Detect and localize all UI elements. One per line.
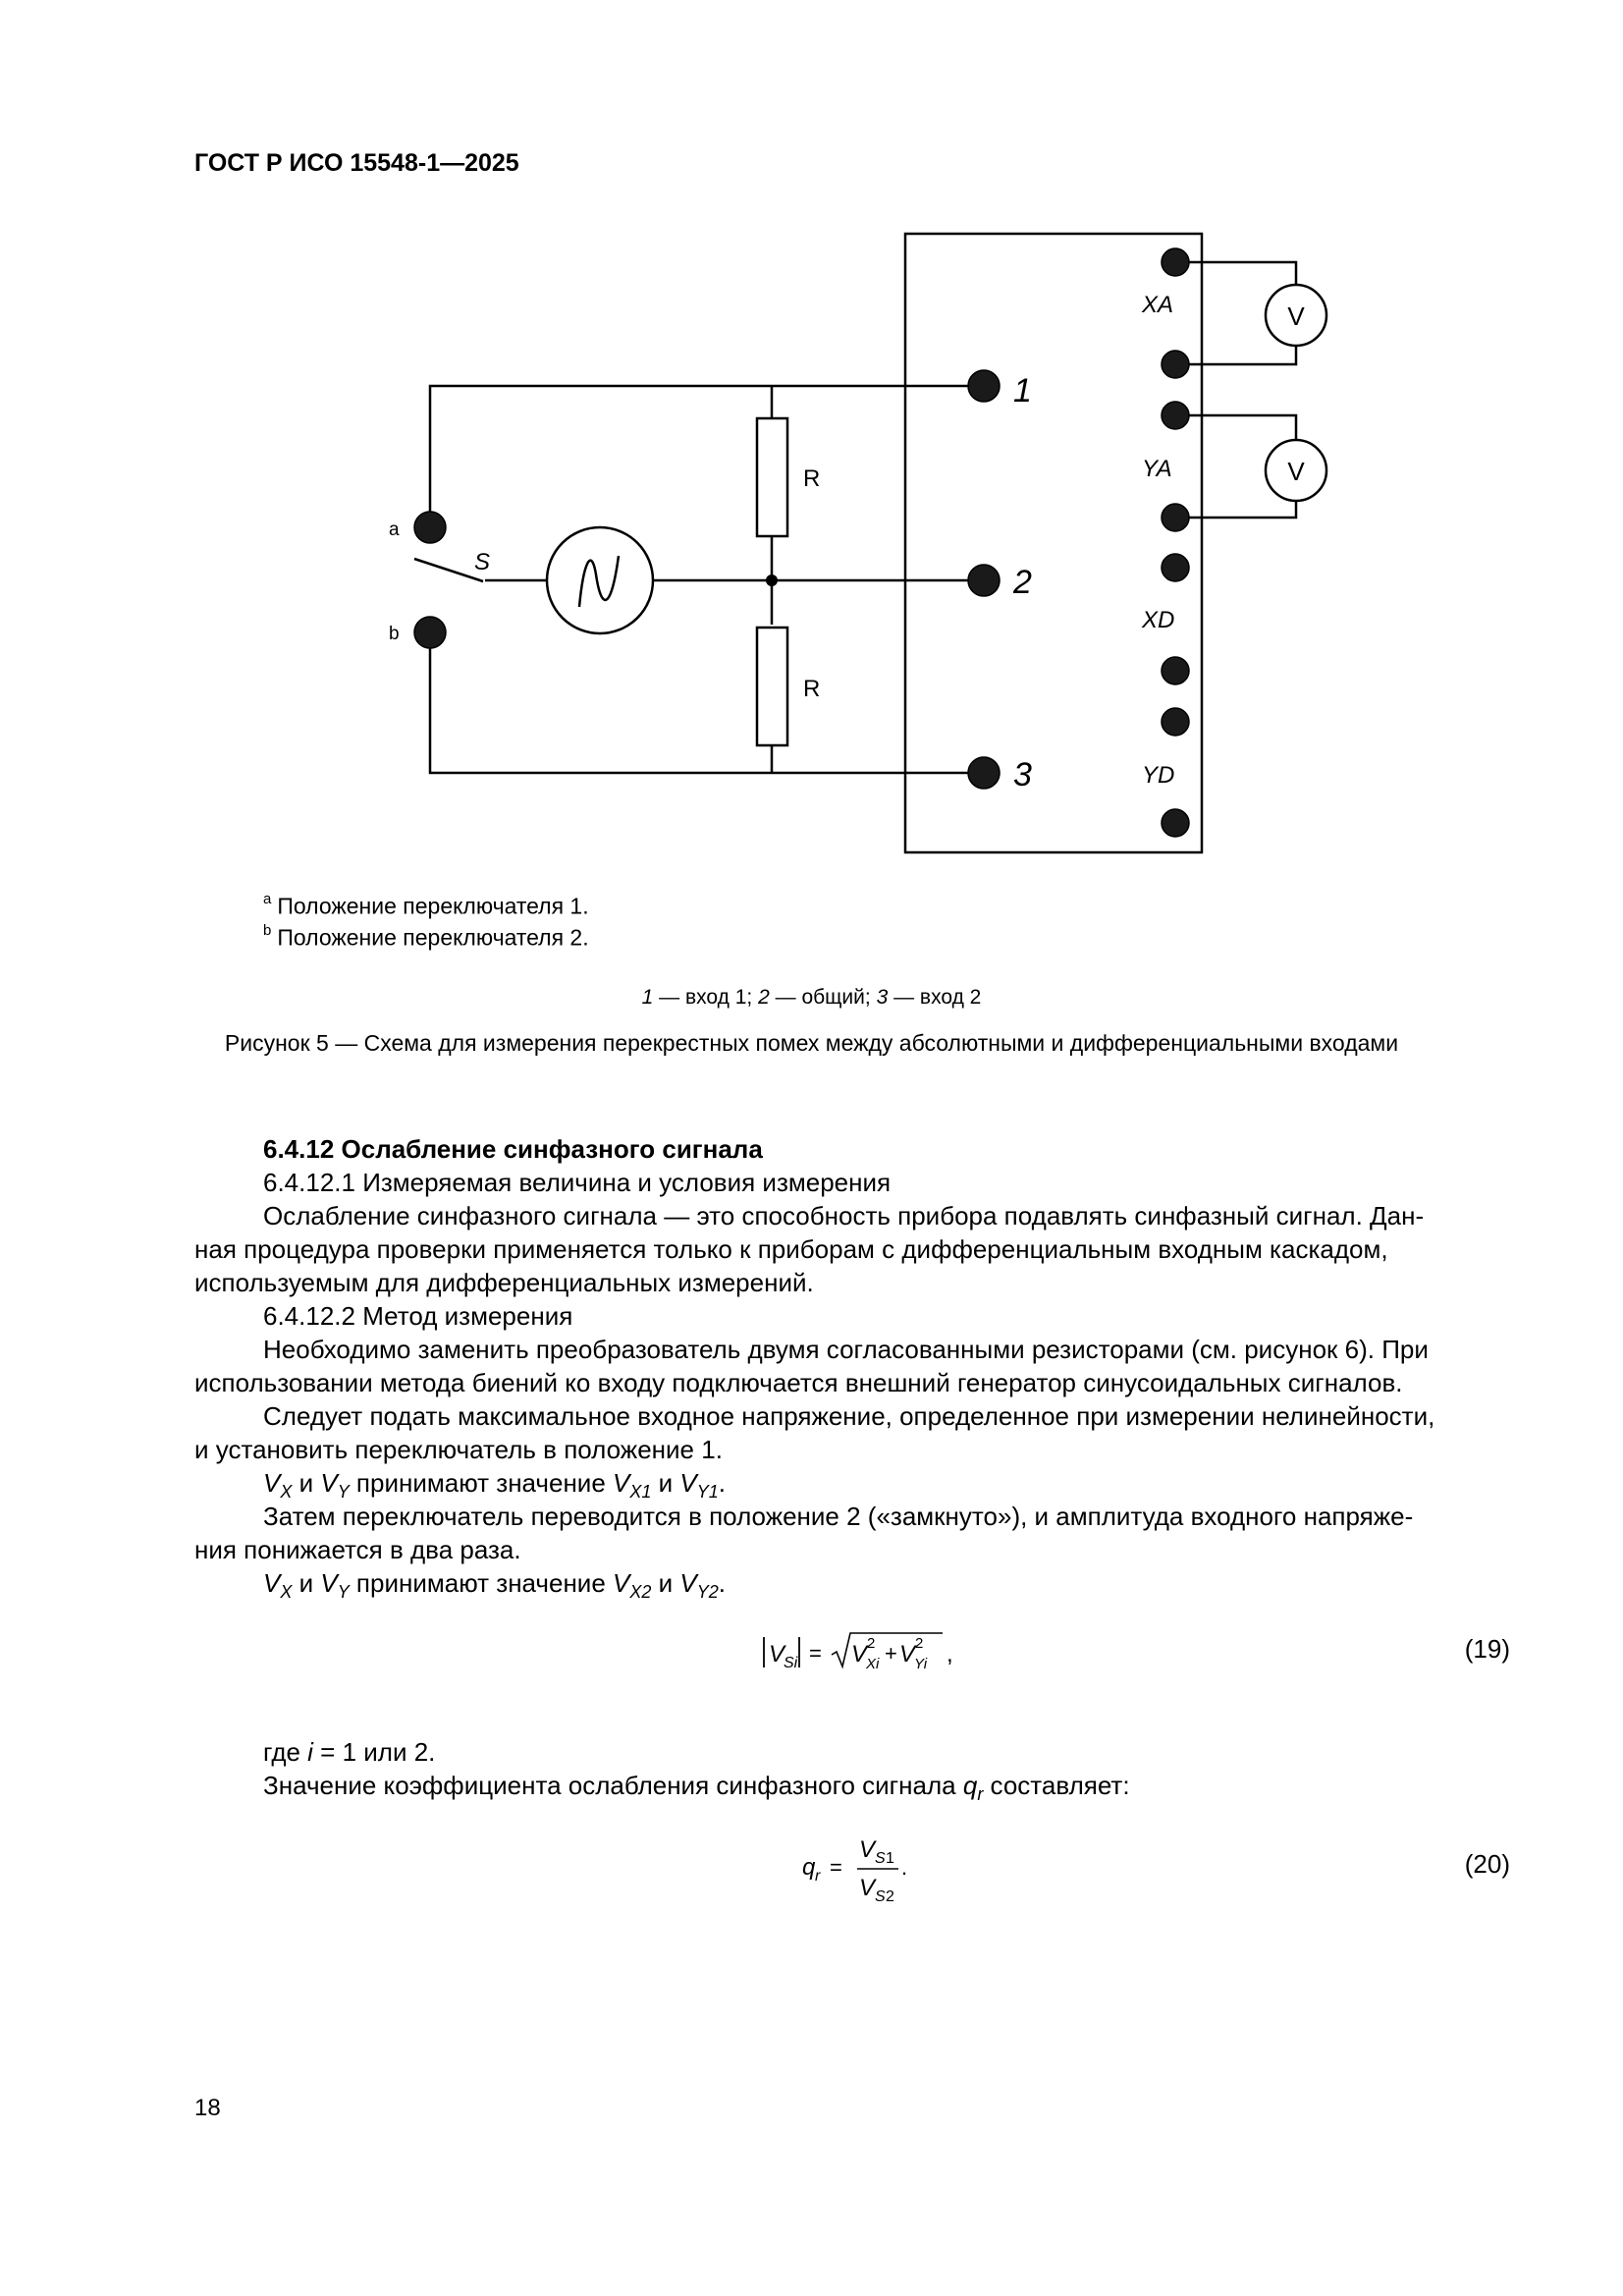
- svg-text:S: S: [875, 1850, 886, 1867]
- terminal-input-1: [968, 370, 1000, 402]
- figure-legend: 1 — вход 1; 2 — общий; 3 — вход 2: [641, 986, 982, 1009]
- terminal-yd-1: [1162, 708, 1189, 736]
- svg-text:=: =: [809, 1641, 822, 1666]
- voltmeter-1-label: V: [1287, 301, 1305, 331]
- paragraph-2: Необходимо заменить преобразователь двумя согласованными резисторами (см. рисунок 6). При использовании метода биений ко входу подключается внешний генератор синусоидальных сигналов.: [194, 1335, 1429, 1397]
- terminal-ya-1: [1162, 402, 1189, 429]
- figure-caption: Рисунок 5 — Схема для измерения перекрестных помех между абсолютными и дифференциальными входами: [224, 1030, 1399, 1056]
- svg-text:r: r: [815, 1868, 821, 1885]
- voltmeter-2-label: V: [1287, 457, 1305, 486]
- xd-label: XD: [1142, 607, 1175, 633]
- wire-bottom: [430, 631, 970, 773]
- svg-text:2: 2: [886, 1888, 894, 1905]
- equation-20-number: (20): [1464, 1849, 1510, 1879]
- svg-text:q: q: [802, 1854, 816, 1881]
- resistor-top-label: R: [803, 465, 821, 492]
- circuit-diagram: [0, 0, 1623, 884]
- switch-label: S: [474, 549, 491, 575]
- terminal-xa-1: [1162, 248, 1189, 276]
- paragraph-4: $V_X$ и $V_Y$ принимают значение $V_{X1}$ и $V_{Y1}$.: [263, 1468, 726, 1502]
- footnote-a: $^a$ Положение переключателя 1.: [263, 891, 589, 919]
- terminal-ya-2: [1162, 504, 1189, 531]
- terminal-xd-1: [1162, 554, 1189, 581]
- svg-text:2: 2: [915, 1635, 924, 1652]
- svg-text:V: V: [899, 1641, 916, 1667]
- resistor-bottom: [757, 628, 787, 745]
- terminal-xa-2: [1162, 351, 1189, 378]
- svg-text:V: V: [859, 1836, 876, 1863]
- junction-dot: [766, 574, 778, 586]
- terminal-common: [968, 565, 1000, 596]
- svg-text:+: +: [885, 1641, 897, 1666]
- svg-text:Yi: Yi: [914, 1656, 928, 1672]
- wire-vm1-bottom: [1189, 346, 1296, 364]
- wire-vm2-top: [1189, 415, 1296, 440]
- switch-pos-b-label: b: [389, 624, 400, 644]
- switch-contact-b: [414, 617, 446, 648]
- terminal-xd-2: [1162, 657, 1189, 684]
- pin-1-label: 1: [1013, 372, 1032, 410]
- svg-text:Xi: Xi: [866, 1656, 880, 1672]
- paragraph-1: Ослабление синфазного сигнала — это способность прибора подавлять синфазный сигнал. Дан- ная процедура проверки применяется только к приборам с дифференциальным входным каскадом, используемым для дифференциальных измерений.: [194, 1201, 1425, 1297]
- pin-3-label: 3: [1013, 756, 1032, 793]
- paragraph-3: Следует подать максимальное входное напряжение, определенное при измерении нелинейности, и установить переключатель в положение 1.: [194, 1401, 1435, 1464]
- device-box: [905, 234, 1202, 852]
- svg-text:1: 1: [886, 1850, 894, 1867]
- switch-contact-a: [414, 512, 446, 543]
- svg-text:,: ,: [947, 1641, 953, 1667]
- subsection-1-title: 6.4.12.1 Измеряемая величина и условия измерения: [263, 1168, 892, 1197]
- svg-text:=: =: [830, 1855, 842, 1880]
- svg-text:S: S: [875, 1888, 886, 1905]
- resistor-top: [757, 418, 787, 536]
- switch-pos-a-label: a: [389, 519, 400, 540]
- resistor-bottom-label: R: [803, 676, 821, 702]
- footnote-b: $^b$ Положение переключателя 2.: [263, 922, 589, 951]
- signal-generator-icon: [547, 527, 653, 633]
- paragraph-6: $V_X$ и $V_Y$ принимают значение $V_{X2}$ и $V_{Y2}$.: [263, 1568, 726, 1602]
- xa-label: XA: [1142, 292, 1174, 318]
- pin-2-label: 2: [1013, 564, 1032, 601]
- svg-text:V: V: [859, 1875, 876, 1901]
- document-header: ГОСТ Р ИСО 15548-1—2025: [194, 149, 519, 177]
- paragraph-5: Затем переключатель переводится в положение 2 («замкнуто»), и амплитуда входного напряже- ния понижается в два раза.: [194, 1502, 1414, 1564]
- subsection-2-title: 6.4.12.2 Метод измерения: [263, 1301, 573, 1331]
- switch-blade: [414, 559, 483, 581]
- where-clause: где i = 1 или 2.: [263, 1737, 436, 1767]
- svg-text:V: V: [851, 1641, 868, 1667]
- section-title: 6.4.12 Ослабление синфазного сигнала: [263, 1134, 763, 1164]
- terminal-yd-2: [1162, 809, 1189, 837]
- ya-label: YA: [1142, 456, 1172, 482]
- equation-20: [800, 1829, 938, 1907]
- terminal-input-2: [968, 757, 1000, 789]
- wire-top: [430, 386, 970, 527]
- yd-label: YD: [1142, 762, 1175, 789]
- page-number: 18: [194, 2095, 221, 2121]
- svg-text:V: V: [769, 1641, 785, 1667]
- paragraph-7: Значение коэффициента ослабления синфазного сигнала $q_r$ составляет:: [263, 1771, 1130, 1804]
- svg-text:Si: Si: [784, 1655, 798, 1671]
- svg-text:.: .: [901, 1855, 908, 1880]
- svg-text:2: 2: [867, 1635, 876, 1652]
- wire-vm1-top: [1189, 262, 1296, 285]
- equation-19-number: (19): [1464, 1634, 1510, 1664]
- equation-19: [756, 1625, 972, 1684]
- wire-vm2-bottom: [1189, 501, 1296, 518]
